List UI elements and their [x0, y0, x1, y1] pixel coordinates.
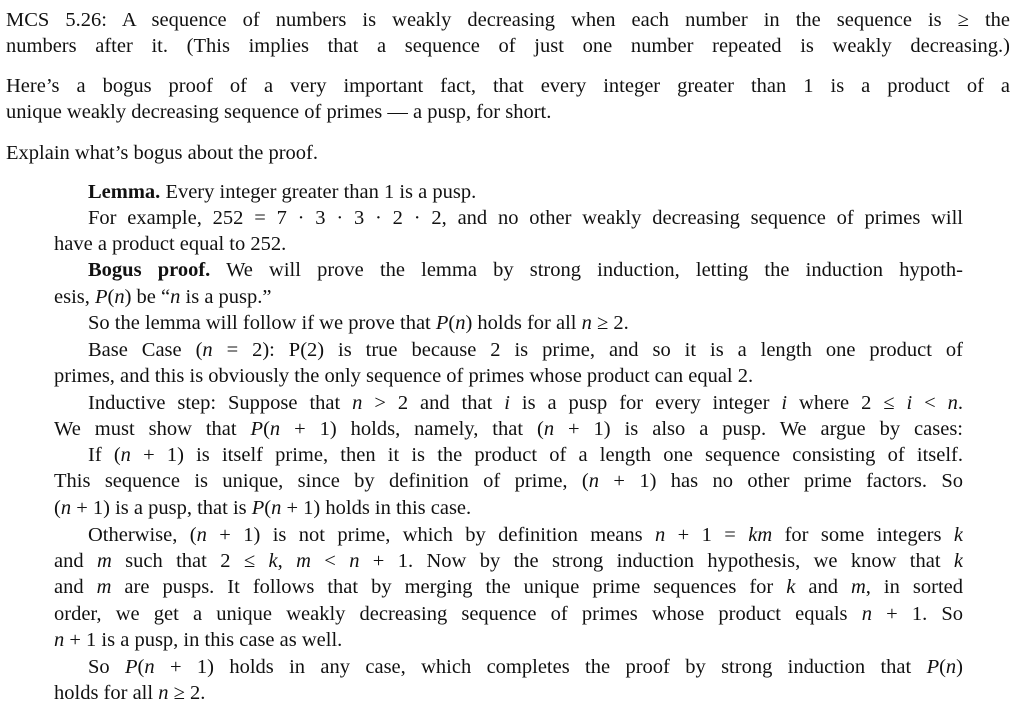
text-segment: and	[795, 576, 851, 598]
math-variable: P	[251, 497, 265, 519]
bold-text: Bogus proof.	[88, 259, 211, 281]
text-line	[54, 601, 963, 627]
text-segment: + 1) holds, namely, that (	[280, 418, 544, 440]
math-variable: n	[170, 286, 181, 308]
text-line	[54, 231, 286, 257]
text-line	[6, 99, 551, 125]
math-variable: k	[268, 550, 278, 572]
text-segment: (	[54, 497, 61, 519]
text-segment: esis,	[54, 286, 95, 308]
text-segment: , in sorted	[865, 576, 963, 598]
text-segment: ) be “	[124, 286, 171, 308]
text-segment: primes, and this is obviously the only sequence of primes whose product can equal 2.	[54, 365, 754, 387]
text-segment: + 1) is itself prime, then it is the product of a length one sequence consisting of itself.	[130, 444, 963, 466]
text-line	[6, 140, 318, 166]
math-variable: P	[250, 418, 264, 440]
text-segment: Otherwise, (	[88, 524, 197, 546]
math-variable: i	[504, 392, 510, 414]
math-variable: n	[114, 286, 125, 308]
text-segment: unique weakly decreasing sequence of primes — a pusp, for short.	[6, 101, 552, 123]
text-segment: holds for all	[54, 682, 159, 704]
text-segment: > 2 and that	[362, 392, 505, 414]
text-segment: Explain what’s bogus about the proof.	[6, 142, 319, 164]
text-line	[54, 495, 471, 521]
text-segment: .	[957, 392, 963, 414]
text-segment: have a product equal to 252.	[54, 233, 287, 255]
math-variable: n	[54, 629, 65, 651]
text-segment: (	[264, 497, 272, 519]
text-segment: Here’s a bogus proof of a very important fact, that every integer greater than 1 is a product of a	[6, 75, 1010, 97]
math-variable: n	[144, 656, 155, 678]
text-line	[6, 7, 1010, 33]
text-segment: MCS 5.26: A sequence of numbers is weakly decreasing when each number in the sequence is ≥ the	[6, 9, 1010, 31]
text-segment: + 1) holds in any case, which completes the proof by strong induction that	[154, 656, 927, 678]
text-segment: + 1) holds in this case.	[281, 497, 472, 519]
text-segment: + 1) is not prime, which by definition means	[206, 524, 656, 546]
math-variable: n	[158, 682, 169, 704]
text-line	[88, 337, 963, 363]
text-segment: We will prove the lemma by strong induction, letting the induction hypoth-	[210, 259, 963, 281]
text-segment: For example, 252 = 7 · 3 · 3 · 2 · 2, and no other weakly decreasing sequence of primes will	[88, 207, 963, 229]
text-segment: where 2 ≤	[787, 392, 907, 414]
text-segment: ) holds for all	[465, 312, 582, 334]
text-segment: are pusps. It follows that by merging the unique prime sequences for	[111, 576, 787, 598]
text-line	[54, 548, 963, 574]
text-segment: and	[54, 550, 97, 572]
text-line	[6, 73, 1010, 99]
math-variable: km	[748, 524, 773, 546]
math-variable: n	[202, 339, 213, 361]
text-segment: + 1. So	[871, 603, 963, 625]
math-variable: n	[581, 312, 592, 334]
text-segment: + 1 =	[665, 524, 749, 546]
text-line	[88, 257, 963, 283]
text-line	[54, 468, 963, 494]
text-segment: Base Case (	[88, 339, 203, 361]
text-line	[88, 390, 963, 416]
math-variable: n	[947, 392, 958, 414]
text-segment: <	[310, 550, 350, 572]
math-variable: n	[655, 524, 666, 546]
text-line	[88, 310, 629, 336]
text-line	[54, 574, 963, 600]
math-variable: n	[352, 392, 363, 414]
text-line	[54, 680, 205, 706]
text-segment: This sequence is unique, since by definition of prime, (	[54, 470, 589, 492]
math-variable: i	[781, 392, 788, 414]
text-line	[88, 205, 963, 231]
math-variable: n	[455, 312, 466, 334]
math-variable: m	[96, 550, 112, 572]
text-line	[88, 442, 963, 468]
text-line	[88, 522, 963, 548]
text-segment: is a pusp.”	[180, 286, 272, 308]
math-variable: m	[850, 576, 866, 598]
text-segment: + 1 is a pusp, in this case as well.	[64, 629, 343, 651]
math-variable: n	[271, 497, 282, 519]
text-segment: So the lemma will follow if we prove that	[88, 312, 436, 334]
text-segment: is a pusp for every integer	[509, 392, 782, 414]
text-segment: So	[88, 656, 126, 678]
math-variable: n	[196, 524, 207, 546]
math-variable: n	[120, 444, 131, 466]
text-segment: for some integers	[772, 524, 954, 546]
text-segment: We must show that	[54, 418, 251, 440]
math-variable: n	[349, 550, 360, 572]
math-variable: k	[953, 550, 963, 572]
math-variable: k	[953, 524, 963, 546]
math-variable: n	[861, 603, 872, 625]
text-segment: ≥ 2.	[168, 682, 206, 704]
text-segment: <	[912, 392, 948, 414]
bold-text: Lemma.	[88, 181, 161, 203]
text-segment: )	[956, 656, 963, 678]
text-segment: + 1) has no other prime factors. So	[599, 470, 963, 492]
text-segment: Inductive step: Suppose that	[88, 392, 353, 414]
math-variable: i	[906, 392, 913, 414]
text-segment: Every integer greater than 1 is a pusp.	[160, 181, 477, 203]
text-segment: ,	[277, 550, 297, 572]
text-line	[88, 654, 963, 680]
math-variable: n	[588, 470, 600, 492]
math-variable: P	[95, 286, 108, 308]
text-segment: = 2): P(2) is true because 2 is prime, and so it is a length one product of	[212, 339, 963, 361]
text-line	[54, 416, 963, 442]
text-segment: and	[54, 576, 97, 598]
math-variable: P	[926, 656, 940, 678]
text-line	[54, 627, 342, 653]
math-variable: m	[96, 576, 112, 598]
math-variable: P	[125, 656, 138, 678]
text-line	[54, 363, 753, 389]
text-segment: + 1. Now by the strong induction hypothesis, we know that	[359, 550, 954, 572]
text-segment: (	[448, 312, 456, 334]
math-variable: n	[269, 418, 281, 440]
text-segment: (	[263, 418, 270, 440]
text-segment: numbers after it. (This implies that a sequence of just one number repeated is weakly decreasing.)	[6, 35, 1010, 57]
text-segment: + 1) is also a pusp. We argue by cases:	[554, 418, 963, 440]
text-segment: + 1) is a pusp, that is	[71, 497, 252, 519]
math-variable: m	[296, 550, 311, 572]
text-segment: If (	[88, 444, 121, 466]
text-segment: (	[107, 286, 115, 308]
text-segment: (	[137, 656, 145, 678]
text-line	[6, 33, 1010, 59]
text-segment: ≥ 2.	[591, 312, 629, 334]
math-variable: n	[543, 418, 555, 440]
math-variable: n	[60, 497, 72, 519]
text-line	[88, 179, 476, 205]
text-segment: such that 2 ≤	[111, 550, 269, 572]
math-variable: n	[945, 656, 957, 678]
text-segment: (	[939, 656, 946, 678]
text-segment: order, we get a unique weakly decreasing sequence of primes whose product equals	[54, 603, 862, 625]
math-variable: k	[786, 576, 796, 598]
text-line	[54, 284, 272, 310]
math-variable: P	[435, 312, 449, 334]
